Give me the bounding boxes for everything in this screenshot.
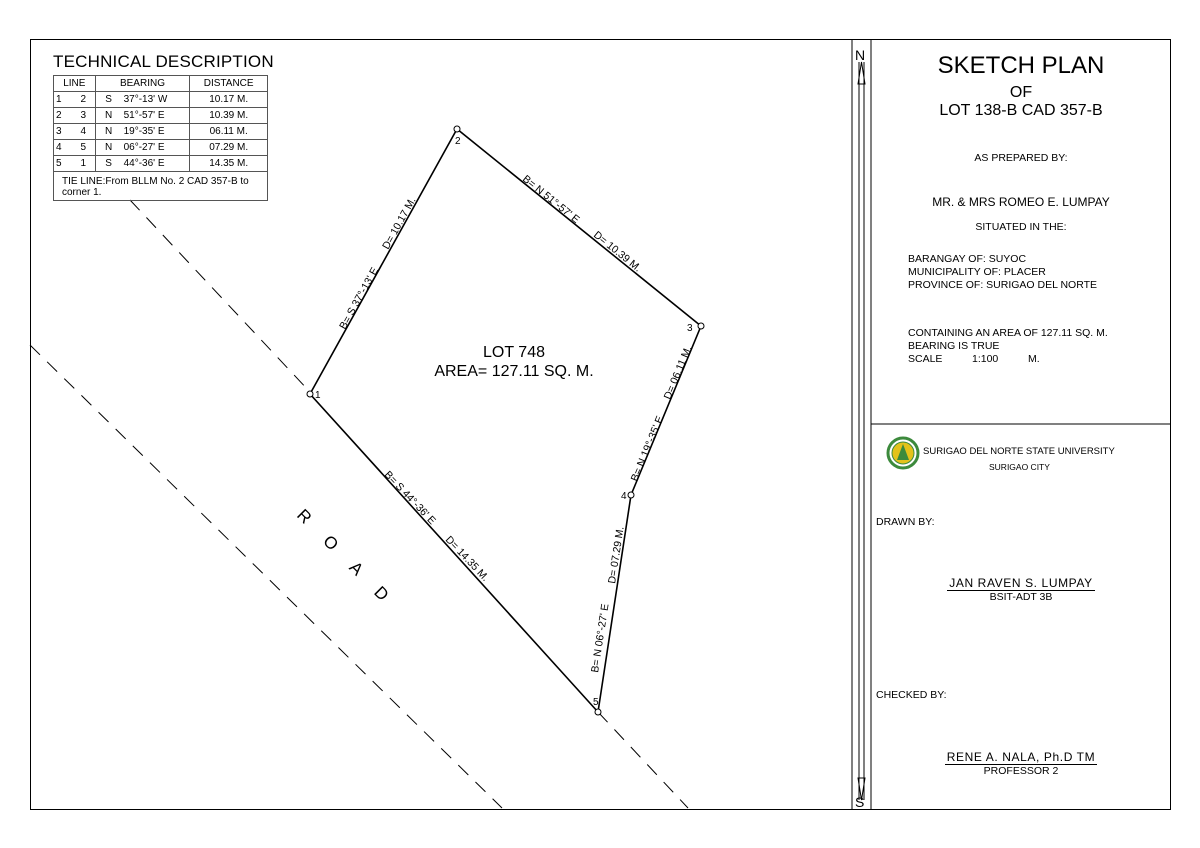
corner-4-marker [628,492,634,498]
edge-4-5-bearing: B= N 06°-27' E [589,602,612,674]
containing-area-text: CONTAINING AN AREA OF 127.11 SQ. M. [908,327,1108,339]
university-name: SURIGAO DEL NORTE STATE UNIVERSITY [923,446,1115,457]
table-row [54,156,268,172]
row-distance: 07.29 M. [190,140,268,156]
checked-by-name: RENE A. NALA, Ph.D TM [946,750,1096,764]
barangay-text: BARANGAY OF: SUYOC [908,253,1027,265]
drawn-by-name-wrap [872,576,1170,590]
table-row [54,108,268,124]
tie-line-text: TIE LINE:From BLLM No. 2 CAD 357-B to corner 1. [54,172,268,201]
table-row [54,140,268,156]
corner-1-label: 1 [315,390,321,401]
edge-3-4-distance: D= 06.11 M. [661,344,695,402]
corner-2-marker [454,126,460,132]
row-direction: N [95,140,122,156]
road-edge-line-upper [130,200,310,392]
university-seal-icon [888,438,918,468]
row-from: 4 [54,140,73,156]
row-from: 5 [54,156,73,172]
road-label: R O A D [293,505,400,612]
road-edge-line [30,345,502,808]
row-distance: 10.39 M. [190,108,268,124]
edge-5-1-distance: D= 14.35 M. [442,533,492,584]
sketch-plan-of: OF [1009,84,1033,101]
row-bearing: 44°-36' E [122,156,190,172]
situated-label: SITUATED IN THE: [975,221,1067,233]
header-distance: DISTANCE [190,76,268,92]
province-text: PROVINCE OF: SURIGAO DEL NORTE [908,279,1098,291]
corner-3-marker [698,323,704,329]
edge-2-3-bearing: B= N 51°-57' E [520,172,582,227]
row-from: 2 [54,108,73,124]
corner-2-label: 2 [455,136,461,147]
south-label: S [855,794,865,810]
corner-1-marker [307,391,313,397]
row-direction: S [95,92,122,108]
corner-3-label: 3 [687,323,693,334]
row-to: 5 [72,140,95,156]
checked-by-name-wrap [872,750,1170,764]
row-to: 2 [72,92,95,108]
bearing-true-text: BEARING IS TRUE [908,340,1000,352]
row-bearing: 37°-13' W [122,92,190,108]
table-row [54,92,268,108]
technical-description-table [53,75,268,201]
row-to: 3 [72,108,95,124]
checked-by-label: CHECKED BY: [876,689,947,701]
checked-by-title: PROFESSOR 2 [983,765,1059,777]
edge-1-2-distance: D= 10.17 M. [380,195,419,252]
lot-boundary [310,129,701,712]
row-from: 1 [54,92,73,108]
road-edge-line-lower [598,712,688,808]
row-bearing: 06°-27' E [122,140,190,156]
table-header-row [54,76,268,92]
row-direction: S [95,156,122,172]
lot-name: LOT 748 [483,344,545,361]
row-to: 1 [72,156,95,172]
row-bearing: 51°-57' E [122,108,190,124]
municipality-text: MUNICIPALITY OF: PLACER [908,266,1046,278]
edge-4-5-distance: D= 07.29 M. [606,525,627,585]
table-row [54,124,268,140]
edge-5-1-bearing: B= S 44°-36' E [381,468,438,528]
drawn-by-name: JAN RAVEN S. LUMPAY [949,576,1093,590]
header-bearing: BEARING [95,76,190,92]
lot-area: AREA= 127.11 SQ. M. [434,363,594,380]
row-distance: 14.35 M. [190,156,268,172]
scale-label: SCALE [908,353,943,365]
row-distance: 10.17 M. [190,92,268,108]
corner-5-marker [595,709,601,715]
north-arrow [855,47,865,810]
drawn-by-label: DRAWN BY: [876,516,935,528]
owner-name: MR. & MRS ROMEO E. LUMPAY [932,195,1110,209]
scale-value: 1:100 [972,353,999,365]
row-direction: N [95,108,122,124]
header-line: LINE [54,76,96,92]
edge-3-4-bearing: B= N 19°-35' E [628,414,667,484]
drawn-by-course: BSIT-ADT 3B [989,591,1053,603]
scale-unit: M. [1028,353,1040,365]
corner-5-label: 5 [593,697,599,708]
corner-markers [307,126,704,715]
sketch-plan-title: SKETCH PLAN [937,52,1105,79]
north-label: N [855,47,866,63]
edge-1-2-bearing: B= S 37°-13' E [337,265,382,332]
row-bearing: 19°-35' E [122,124,190,140]
prepared-by-label: AS PREPARED BY: [974,152,1068,164]
edge-2-3-distance: D= 10.39 M. [591,228,644,275]
tie-line-row [54,172,268,201]
row-direction: N [95,124,122,140]
row-distance: 06.11 M. [190,124,268,140]
sketch-plan-lot: LOT 138-B CAD 357-B [939,102,1103,119]
technical-description-title: TECHNICAL DESCRIPTION [53,52,274,71]
row-to: 4 [72,124,95,140]
row-from: 3 [54,124,73,140]
university-city: SURIGAO CITY [989,462,1050,472]
corner-4-label: 4 [621,491,627,502]
